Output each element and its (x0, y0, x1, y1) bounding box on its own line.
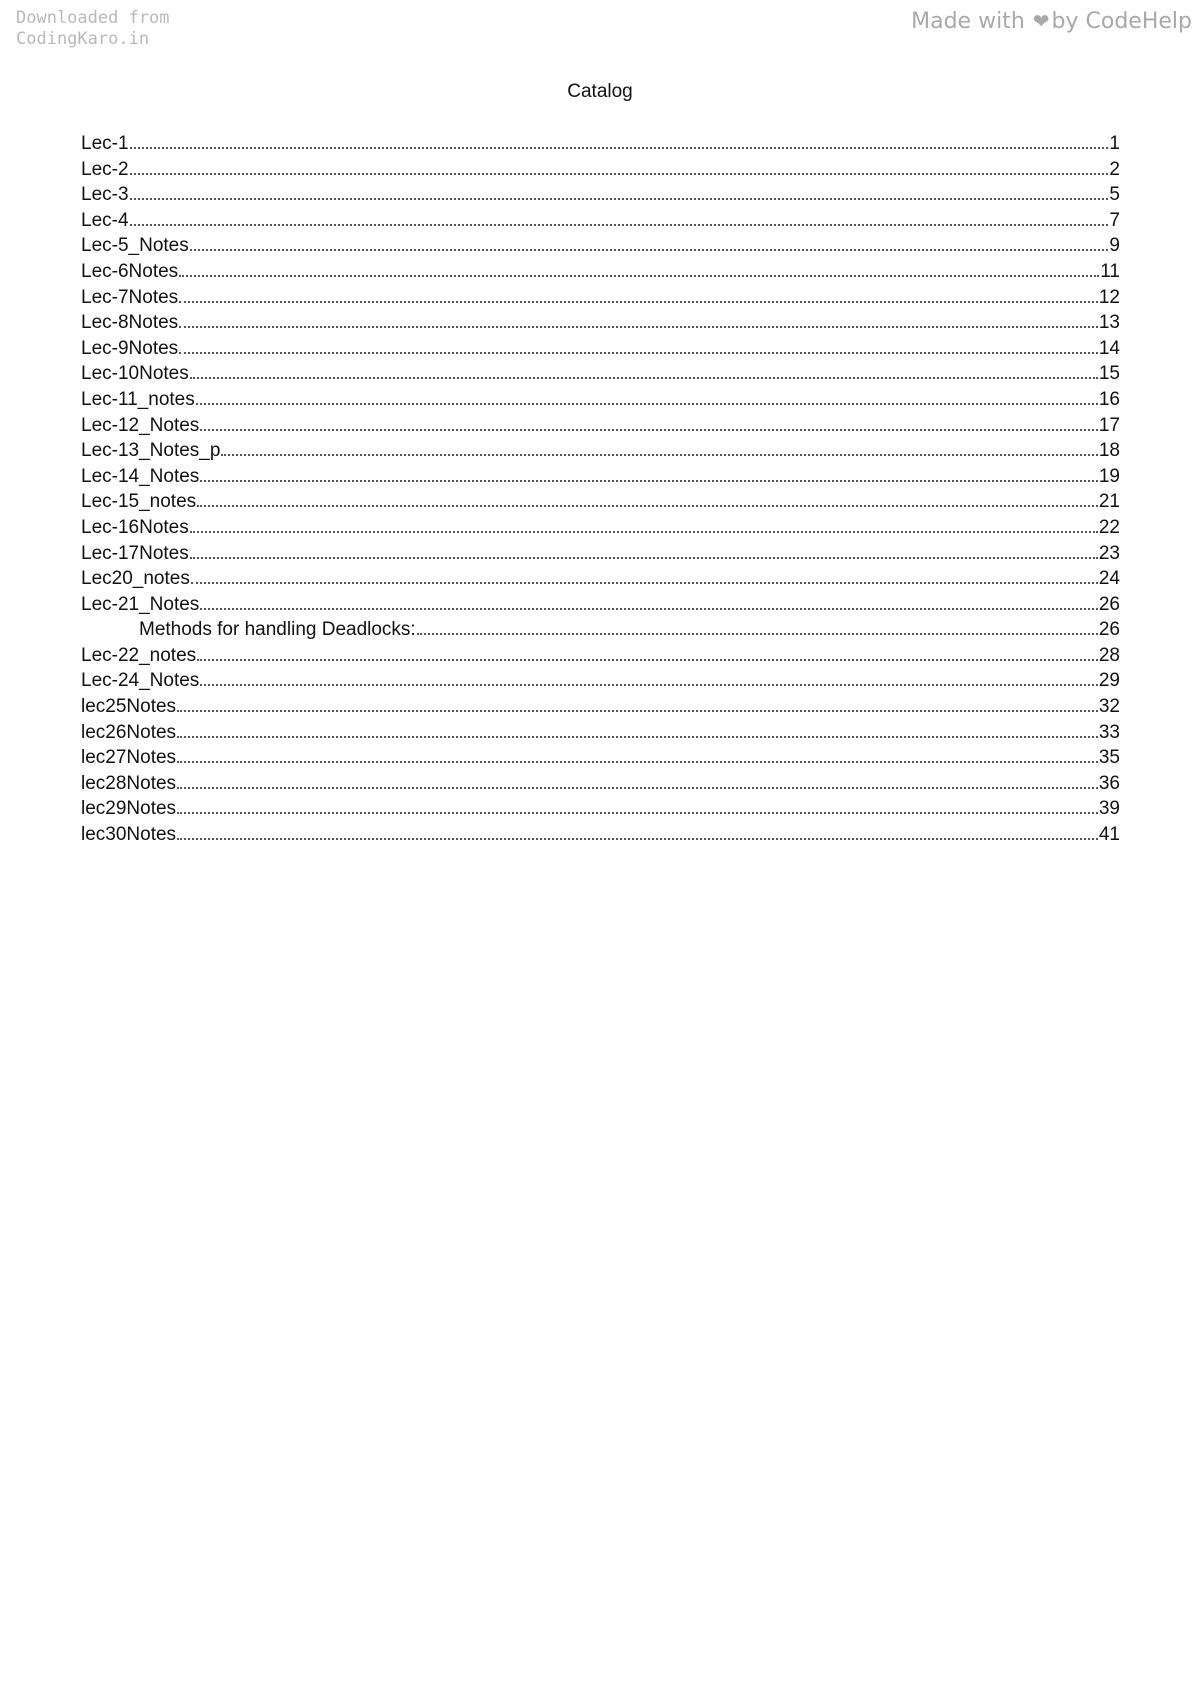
toc-entry[interactable] (81, 745, 1120, 771)
toc-entry-page-number: 23 (1098, 542, 1120, 564)
toc-entry-label: Lec-4 (81, 209, 129, 231)
toc-entry-page-number: 39 (1098, 798, 1120, 820)
toc-entry[interactable] (81, 822, 1120, 848)
toc-entry[interactable] (81, 771, 1120, 797)
toc-dot-leader (177, 710, 1098, 712)
toc-entry-label: lec27Notes (81, 747, 177, 769)
toc-entry-page-number: 2 (1109, 158, 1120, 180)
toc-entry-label: Lec-16Notes (81, 516, 189, 538)
toc-dot-leader (200, 608, 1098, 610)
toc-entry-page-number: 29 (1098, 670, 1120, 692)
toc-entry-page-number: 24 (1098, 568, 1120, 590)
toc-entry-label: Lec-15_notes (81, 491, 197, 513)
toc-entry-page-number: 35 (1098, 747, 1120, 769)
toc-entry-label: Lec-21_Notes (81, 593, 200, 615)
toc-dot-leader (179, 275, 1099, 277)
toc-dot-leader (130, 147, 1109, 149)
page-title: Catalog (567, 81, 633, 102)
toc-entry[interactable] (81, 182, 1120, 208)
toc-entry[interactable] (81, 489, 1120, 515)
toc-entry-page-number: 14 (1098, 337, 1120, 359)
toc-entry-page-number: 41 (1098, 824, 1120, 846)
toc-entry[interactable] (81, 233, 1120, 259)
toc-entry[interactable] (81, 310, 1120, 336)
downloaded-from-watermark (16, 8, 170, 50)
toc-entry-label: lec29Notes (81, 798, 177, 820)
toc-entry-page-number: 17 (1098, 414, 1120, 436)
toc-entry-page-number: 26 (1098, 619, 1120, 641)
toc-entry[interactable] (81, 285, 1120, 311)
toc-entry[interactable] (81, 643, 1120, 669)
by-codehelp-text: by CodeHelp (1051, 9, 1192, 34)
toc-entry-label: Lec-17Notes (81, 542, 189, 564)
toc-entry-label: Lec-12_Notes (81, 414, 200, 436)
toc-entry-label: Lec-24_Notes (81, 670, 200, 692)
toc-entry-label: Lec-13_Notes_p (81, 440, 221, 462)
toc-dot-leader (177, 838, 1098, 840)
toc-dot-leader (130, 173, 1109, 175)
toc-entry[interactable] (81, 387, 1120, 413)
toc-dot-leader (197, 505, 1098, 507)
toc-dot-leader (200, 429, 1098, 431)
toc-dot-leader (417, 633, 1098, 635)
toc-entry-page-number: 36 (1098, 772, 1120, 794)
toc-dot-leader (179, 352, 1098, 354)
toc-entry-label: Methods for handling Deadlocks: (139, 619, 416, 641)
toc-dot-leader (177, 787, 1098, 789)
toc-dot-leader (130, 224, 1109, 226)
toc-entry-label: lec30Notes (81, 824, 177, 846)
toc-entry-page-number: 12 (1098, 286, 1120, 308)
toc-dot-leader (196, 403, 1098, 405)
toc-entry[interactable] (81, 796, 1120, 822)
toc-entry-page-number: 7 (1109, 209, 1120, 231)
toc-entry[interactable] (81, 720, 1120, 746)
toc-dot-leader (190, 531, 1098, 533)
toc-entry[interactable] (81, 208, 1120, 234)
toc-dot-leader (130, 198, 1109, 200)
toc-entry-label: Lec-14_Notes (81, 465, 200, 487)
toc-entry[interactable] (81, 668, 1120, 694)
toc-dot-leader (190, 249, 1109, 251)
toc-dot-leader (197, 659, 1098, 661)
toc-dot-leader (177, 736, 1098, 738)
toc-entry-label: Lec-2 (81, 158, 129, 180)
toc-entry-label: Lec-5_Notes (81, 235, 189, 257)
toc-entry[interactable] (81, 541, 1120, 567)
toc-entry-page-number: 13 (1098, 312, 1120, 334)
toc-dot-leader (200, 480, 1098, 482)
heart-icon: ❤ (1032, 9, 1050, 33)
toc-dot-leader (179, 301, 1098, 303)
made-with-text: Made with (911, 9, 1025, 34)
toc-entry-page-number: 18 (1098, 440, 1120, 462)
toc-entry-page-number: 1 (1109, 133, 1120, 154)
toc-entry[interactable] (81, 464, 1120, 490)
toc-entry-label: lec28Notes (81, 772, 177, 794)
toc-entry-page-number: 32 (1098, 696, 1120, 718)
toc-entry-label: Lec-11_notes (81, 388, 195, 410)
toc-entry-page-number: 33 (1098, 721, 1120, 743)
toc-entry[interactable] (81, 592, 1120, 618)
toc-entry[interactable] (81, 413, 1120, 439)
toc-dot-leader (200, 684, 1098, 686)
toc-entry[interactable] (81, 617, 1120, 643)
toc-entry-label: lec26Notes (81, 721, 177, 743)
table-of-contents (81, 131, 1120, 848)
toc-entry-label: Lec-8Notes (81, 312, 179, 334)
watermark-line-1: Downloaded from (16, 8, 170, 28)
toc-entry-label: Lec-9Notes (81, 337, 179, 359)
toc-entry-page-number: 26 (1098, 593, 1120, 615)
toc-entry[interactable] (81, 694, 1120, 720)
toc-entry[interactable] (81, 336, 1120, 362)
toc-entry[interactable] (81, 515, 1120, 541)
watermark-line-2: CodingKaro.in (16, 29, 150, 49)
toc-entry[interactable] (81, 259, 1120, 285)
toc-entry-page-number: 22 (1098, 516, 1120, 538)
toc-entry-label: Lec20_notes (81, 568, 190, 590)
toc-dot-leader (190, 557, 1098, 559)
toc-dot-leader (177, 812, 1098, 814)
toc-entry-label: Lec-10Notes (81, 363, 189, 385)
toc-entry-page-number: 21 (1098, 491, 1120, 513)
toc-entry[interactable] (81, 131, 1120, 157)
toc-entry-label: Lec-1 (81, 133, 129, 154)
toc-entry-label: lec25Notes (81, 696, 177, 718)
toc-entry-label: Lec-7Notes (81, 286, 179, 308)
toc-dot-leader (191, 582, 1098, 584)
toc-entry-page-number: 15 (1098, 363, 1120, 385)
toc-entry[interactable] (81, 157, 1120, 183)
toc-entry-page-number: 19 (1098, 465, 1120, 487)
made-with-watermark (911, 6, 1192, 37)
toc-entry[interactable] (81, 438, 1120, 464)
toc-entry-label: Lec-22_notes (81, 644, 197, 666)
toc-entry-label: Lec-6Notes (81, 260, 179, 282)
toc-entry[interactable] (81, 361, 1120, 387)
toc-entry-page-number: 28 (1098, 644, 1120, 666)
toc-dot-leader (190, 377, 1098, 379)
toc-entry-page-number: 9 (1109, 235, 1120, 257)
toc-entry-label: Lec-3 (81, 184, 129, 206)
toc-entry[interactable] (81, 566, 1120, 592)
toc-dot-leader (221, 454, 1097, 456)
toc-entry-page-number: 16 (1098, 388, 1120, 410)
toc-entry-page-number: 11 (1100, 260, 1120, 282)
toc-dot-leader (177, 761, 1098, 763)
toc-entry-page-number: 5 (1109, 184, 1120, 206)
toc-dot-leader (179, 326, 1098, 328)
